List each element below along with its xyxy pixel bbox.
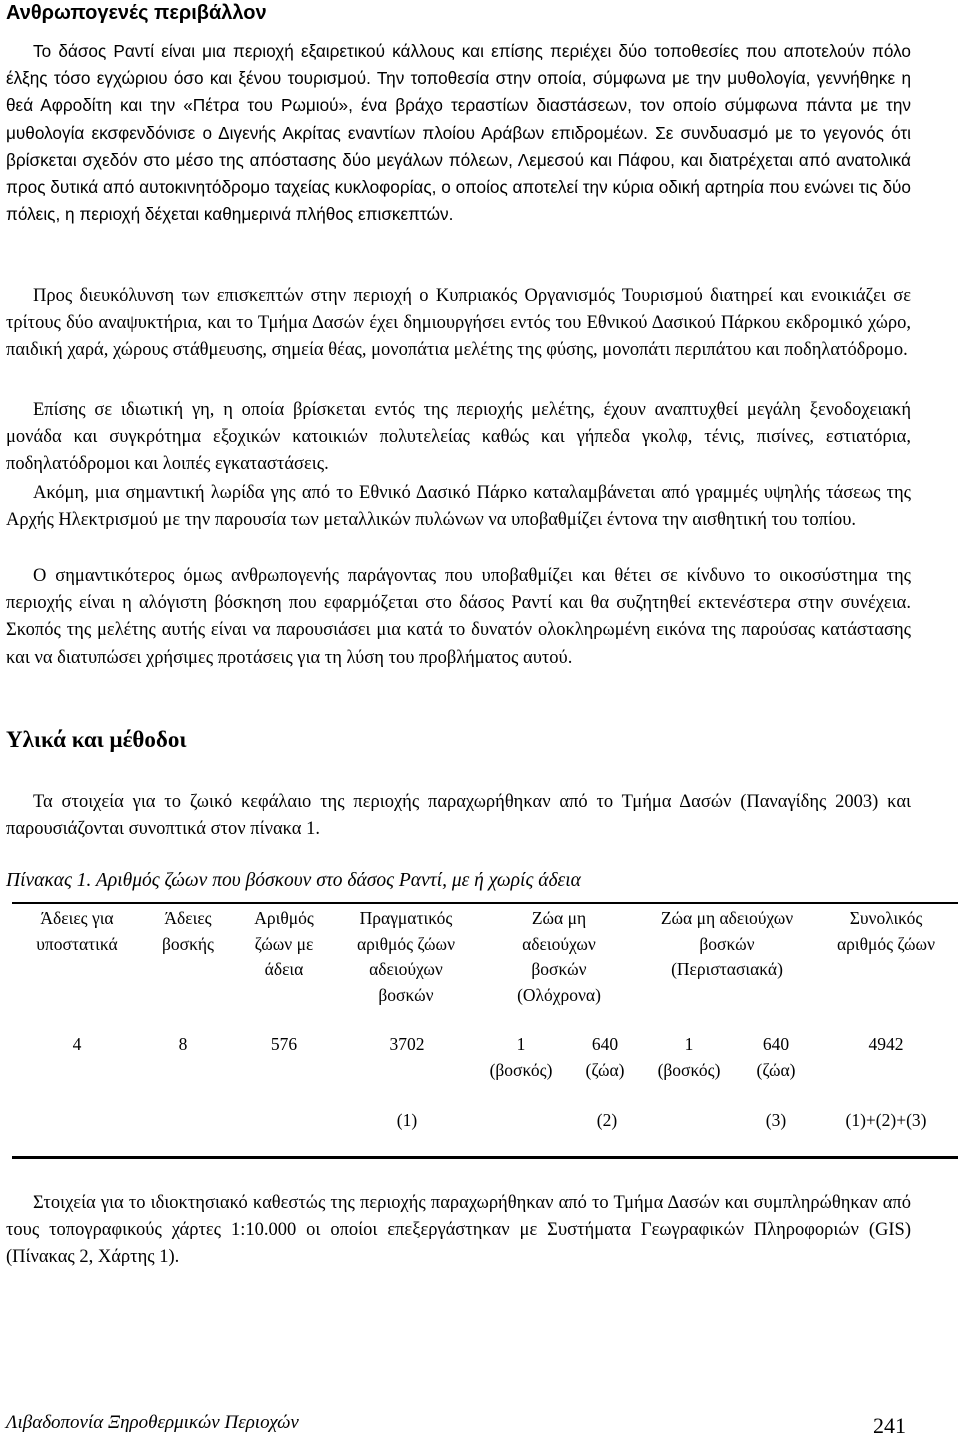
table-header-cell: Άδειες βοσκής bbox=[162, 908, 214, 954]
closing-paragraph: Στοιχεία για το ιδιοκτησιακό καθεστώς της περιοχής παραχωρήθηκαν από το Τμήμα Δασών και συμπληρώθηκαν από τους τοπογραφικούς χάρτες 1:10.000 οι οποίοι επεξεργάστηκαν με Συστήματα Γεωγραφικών Πληροφοριών (GIS) (Πίνακας 2, Χάρτης 1). bbox=[6, 1193, 911, 1268]
table-ref-cell: (1)+(2)+(3) bbox=[845, 1110, 927, 1130]
table-cell: 1 (βοσκός) bbox=[657, 1034, 721, 1080]
table-bottom-rule bbox=[12, 1156, 958, 1159]
table-header-cell: Πραγματικός αριθμός ζώων αδειούχων βοσκών bbox=[357, 908, 455, 1005]
table-header-cell: Συνολικός αριθμός ζώων bbox=[837, 908, 935, 954]
table-header-cell: Αριθμός ζώων με άδεια bbox=[254, 908, 314, 979]
table-header-cell: Ζώα μη αδειούχων βοσκών (Περιστασιακά) bbox=[660, 908, 794, 979]
table-caption: Πίνακας 1. Αριθμός ζώων που βόσκουν στο δάσος Ραντί, με ή χωρίς άδεια bbox=[6, 870, 581, 891]
table-header-cell: Ζώα μη αδειούχων βοσκών (Ολόχρονα) bbox=[517, 908, 601, 1005]
paragraph-5: Ο σημαντικότερος όμως ανθρωπογενής παράγοντας που υποβαθμίζει και θέτει σε κίνδυνο το οικοσύστημα της περιοχής είναι η αλόγιστη βόσκηση που εφαρμόζεται στο δάσος Ραντί και θα συζητηθεί εκτενέστερα στην συνέχεια. Σκοπός της μελέτης αυτής είναι να παρουσιάσει μια κατά το δυνατόν ολοκληρωμένη εικόνα της παρούσας κατάστασης και να διατυπώσει χρήσιμες προτάσεις για τη λύση του προβλήματος αυτού. bbox=[6, 566, 911, 668]
table-cell: 4942 bbox=[868, 1034, 904, 1054]
table-header-cell: Άδειες για υποστατικά bbox=[36, 908, 118, 954]
table-cell: 3702 bbox=[389, 1034, 425, 1054]
table-ref-cell: (3) bbox=[765, 1110, 787, 1130]
table-top-rule bbox=[12, 902, 958, 904]
table-cell: 640 (ζώα) bbox=[756, 1034, 796, 1080]
footer-title: Λιβαδοπονία Ξηροθερμικών Περιοχών bbox=[6, 1412, 299, 1433]
page-number: 241 bbox=[873, 1413, 906, 1438]
paragraph-2: Προς διευκόλυνση των επισκεπτών στην περιοχή ο Κυπριακός Οργανισμός Τουρισμού διατηρεί και ενοικιάζει σε τρίτους δύο αναψυκτήρια, και το Τμήμα Δασών έχει δημιουργήσει εντός του Εθνικού Δασικού Πάρκου εκδρομικό χώρο, παιδική χαρά, χώρους στάθμευσης, σημεία θέας, μονοπάτια μελέτης της φύσης, μονοπάτι περιπάτου και ποδηλατόδρομο. bbox=[6, 286, 911, 361]
livestock-table bbox=[12, 902, 958, 1162]
table-cell: 8 bbox=[178, 1034, 188, 1054]
section-heading-anthropogenic: Ανθρωπογενές περιβάλλον bbox=[6, 2, 267, 24]
table-cell: 640 (ζώα) bbox=[585, 1034, 625, 1080]
table-ref-cell: (1) bbox=[396, 1110, 418, 1130]
table-cell: 576 bbox=[270, 1034, 298, 1054]
section-heading-methods: Υλικά και μέθοδοι bbox=[6, 727, 187, 752]
table-ref-cell: (2) bbox=[596, 1110, 618, 1130]
table-cell: 1 (βοσκός) bbox=[489, 1034, 553, 1080]
intro-paragraph: Τα στοιχεία για το ζωικό κεφάλαιο της περιοχής παραχωρήθηκαν από το Τμήμα Δασών (Παναγίδης 2003) και παρουσιάζονται συνοπτικά στον πίνακα 1. bbox=[6, 792, 911, 840]
paragraph-4: Ακόμη, μια σημαντική λωρίδα γης από το Εθνικό Δασικό Πάρκο καταλαμβάνεται από γραμμές υψηλής τάσεως της Αρχής Ηλεκτρισμού με την παρουσία των μεταλλικών πυλώνων να υποβαθμίζει έντονα την αισθητική του τοπίου. bbox=[6, 483, 911, 531]
paragraph-1: Το δάσος Ραντί είναι μια περιοχή εξαιρετικού κάλλους και επίσης περιέχει δύο τοποθεσίες που αποτελούν πόλο έλξης τόσο εγχώριου όσο και ξένου τουρισμού. Την τοποθεσία στην οποία, σύμφωνα με την μυθολογία, γεννήθηκε η θεά Αφροδίτη και την «Πέτρα του Ρωμιού», ένα βράχο τεραστίων διαστάσεων, τον οποίο σύμφωνα πάντα με την μυθολογία εκσφενδόνισε ο Διγενής Ακρίτας εναντίων πλοίου Αράβων επιδρομέων. Σε συνδυασμό με το γεγονός ότι βρίσκεται σχεδόν στο μέσο της απόστασης δύο μεγάλων πόλεων, Λεμεσού και Πάφου, και διατρέχεται από ανατολικά προς δυτικά από αυτοκινητόδρομο ταχείας κυκλοφορίας, ο οποίος αποτελεί την κύρια οδική αρτηρία που ενώνει τις δύο πόλεις, η περιοχή δέχεται καθημερινά πλήθος επισκεπτών. bbox=[6, 41, 911, 225]
paragraph-3: Επίσης σε ιδιωτική γη, η οποία βρίσκεται εντός της περιοχής μελέτης, έχουν αναπτυχθεί μεγάλη ξενοδοχειακή μονάδα και συγκρότημα εξοχικών κατοικιών πολυτελείας καθώς και γήπεδα γκολφ, τένις, πισίνες, εστιατόρια, ποδηλατόδρομοι και λοιπές εγκαταστάσεις. bbox=[6, 400, 911, 475]
table-cell: 4 bbox=[72, 1034, 82, 1054]
